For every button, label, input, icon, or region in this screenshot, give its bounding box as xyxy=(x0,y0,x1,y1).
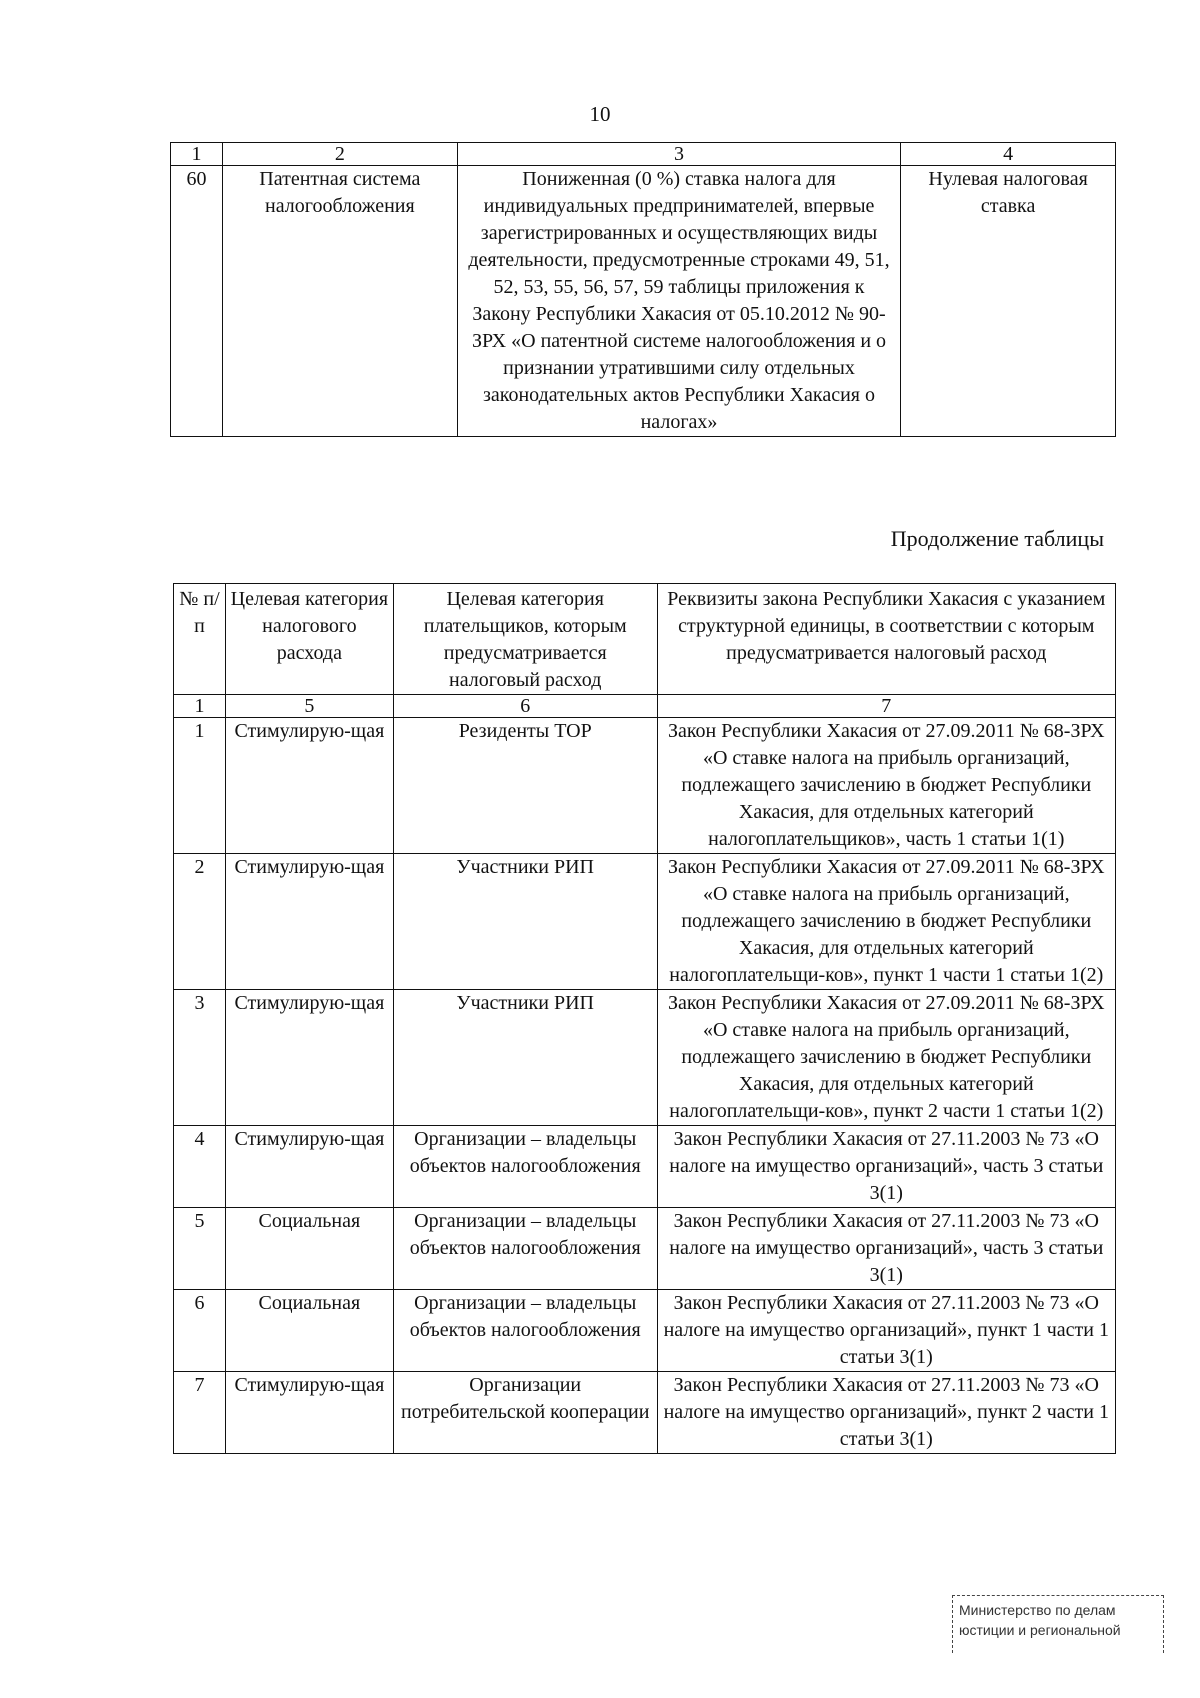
row-category: Социальная xyxy=(225,1290,393,1372)
column-number: 4 xyxy=(901,143,1116,166)
tax-expense-name: Патентная система налогообложения xyxy=(222,166,457,437)
row-law: Закон Республики Хакасия от 27.09.2011 № 68-ЗРХ «О ставке налога на прибыль организаций, подлежащего зачислению в бюджет Республики Хакасия, для отдельных категорий налогоплательщи-ков», пункт 2 части 1 статьи 1(2) xyxy=(657,990,1115,1126)
table-row xyxy=(174,990,1116,1126)
row-law: Закон Республики Хакасия от 27.11.2003 № 73 «О налоге на имущество организаций», пункт 1 части 1 статьи 3(1) xyxy=(657,1290,1115,1372)
row-payers: Участники РИП xyxy=(393,854,657,990)
row-category: Стимулирую-щая xyxy=(225,1372,393,1454)
column-number: 2 xyxy=(222,143,457,166)
row-number: 60 xyxy=(171,166,223,437)
row-number: 1 xyxy=(174,718,226,854)
column-number: 6 xyxy=(393,695,657,718)
header-cell-category: Целевая категория налогового расхода xyxy=(225,584,393,695)
row-category: Стимулирую-щая xyxy=(225,1126,393,1208)
table-row xyxy=(171,166,1116,437)
column-number: 5 xyxy=(225,695,393,718)
header-cell-number: № п/п xyxy=(174,584,226,695)
column-number-row xyxy=(174,695,1116,718)
row-payers: Организации – владельцы объектов налогообложения xyxy=(393,1126,657,1208)
table-part-2 xyxy=(173,583,1116,1454)
table-part-1 xyxy=(170,142,1116,437)
column-number: 3 xyxy=(457,143,900,166)
header-cell-law: Реквизиты закона Республики Хакасия с указанием структурной единицы, в соответствии с которым предусматривается налоговый расход xyxy=(657,584,1115,695)
table-row xyxy=(174,1290,1116,1372)
stamp-line: юстиции и региональной xyxy=(959,1622,1121,1638)
row-law: Закон Республики Хакасия от 27.11.2003 № 73 «О налоге на имущество организаций», часть 3 статьи 3(1) xyxy=(657,1126,1115,1208)
row-category: Стимулирую-щая xyxy=(225,854,393,990)
table-row xyxy=(174,718,1116,854)
header-cell-payers: Целевая категория плательщиков, которым предусматривается налоговый расход xyxy=(393,584,657,695)
row-category: Стимулирую-щая xyxy=(225,990,393,1126)
continuation-label: Продолжение таблицы xyxy=(890,526,1104,551)
row-category: Социальная xyxy=(225,1208,393,1290)
table-row xyxy=(174,1208,1116,1290)
table-row xyxy=(174,854,1116,990)
row-law: Закон Республики Хакасия от 27.11.2003 № 73 «О налоге на имущество организаций», часть 3 статьи 3(1) xyxy=(657,1208,1115,1290)
row-law: Закон Республики Хакасия от 27.09.2011 № 68-ЗРХ «О ставке налога на прибыль организаций, подлежащего зачислению в бюджет Республики Хакасия, для отдельных категорий налогоплательщиков», часть 1 статьи 1(1) xyxy=(657,718,1115,854)
row-number: 5 xyxy=(174,1208,226,1290)
table-row xyxy=(174,1126,1116,1208)
column-number: 7 xyxy=(657,695,1115,718)
row-law: Закон Республики Хакасия от 27.11.2003 № 73 «О налоге на имущество организаций», пункт 2 части 1 статьи 3(1) xyxy=(657,1372,1115,1454)
page-number: 10 xyxy=(589,102,611,126)
row-number: 7 xyxy=(174,1372,226,1454)
table-row xyxy=(174,1372,1116,1454)
row-payers: Резиденты ТОР xyxy=(393,718,657,854)
row-number: 3 xyxy=(174,990,226,1126)
row-payers: Организации – владельцы объектов налогообложения xyxy=(393,1208,657,1290)
tax-expense-description: Пониженная (0 %) ставка налога для индивидуальных предпринимателей, впервые зарегистрированных и осуществляющих виды деятельности, предусмотренные строками 49, 51, 52, 53, 55, 56, 57, 59 таблицы приложения к Закону Республики Хакасия от 05.10.2012 № 90-ЗРХ «О патентной системе налогообложения и о признании утратившими силу отдельных законодательных актов Республики Хакасия о налогах» xyxy=(457,166,900,437)
header-row xyxy=(174,584,1116,695)
row-number: 6 xyxy=(174,1290,226,1372)
row-category: Стимулирую-щая xyxy=(225,718,393,854)
stamp-line: Министерство по делам xyxy=(959,1602,1116,1618)
column-number: 1 xyxy=(174,695,226,718)
row-number: 4 xyxy=(174,1126,226,1208)
tax-expense-type: Нулевая налоговая ставка xyxy=(901,166,1116,437)
row-law: Закон Республики Хакасия от 27.09.2011 № 68-ЗРХ «О ставке налога на прибыль организаций, подлежащего зачислению в бюджет Республики Хакасия, для отдельных категорий налогоплательщи-ков», пункт 1 части 1 статьи 1(2) xyxy=(657,854,1115,990)
column-number: 1 xyxy=(171,143,223,166)
row-payers: Организации – владельцы объектов налогообложения xyxy=(393,1290,657,1372)
column-number-row xyxy=(171,143,1116,166)
row-payers: Организации потребительской кооперации xyxy=(393,1372,657,1454)
ministry-stamp xyxy=(952,1595,1164,1653)
row-payers: Участники РИП xyxy=(393,990,657,1126)
row-number: 2 xyxy=(174,854,226,990)
